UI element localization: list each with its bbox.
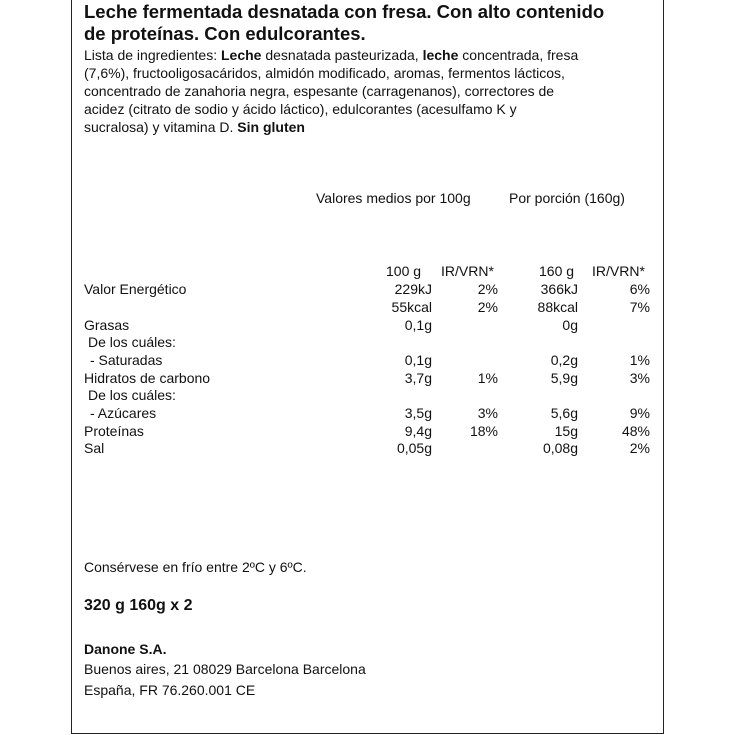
ir-100g: 18% — [469, 423, 498, 439]
nutrient-label: - Azúcares — [90, 405, 157, 421]
value-100g: 3,5g — [404, 405, 432, 421]
nutrient-label: Grasas — [84, 317, 130, 333]
col-header-160g: 160 g — [539, 263, 575, 279]
storage-instructions: Consérvese en frío entre 2ºC y 6ºC. — [84, 559, 307, 575]
value-100g: 55kcal — [391, 299, 432, 315]
ingredients-text: desnatada pasteurizada, — [261, 47, 423, 63]
value-portion: 88kcal — [537, 299, 578, 315]
col-header-ir-1: IR/VRN* — [441, 263, 494, 279]
nutrient-label: - Saturadas — [90, 352, 163, 368]
ingredients-text: concentrada, fresa — [458, 47, 579, 63]
ir-100g: 2% — [477, 281, 498, 297]
ingredients-line-5 — [84, 118, 305, 136]
value-portion: 0,2g — [550, 352, 578, 368]
gluten-free-claim: Sin gluten — [237, 119, 305, 135]
value-portion: 366kJ — [540, 281, 578, 297]
value-100g: 0,1g — [404, 352, 432, 368]
value-100g: 0,05g — [396, 440, 432, 456]
nutrient-label: Sal — [84, 440, 105, 456]
ingredients-lead: Lista de ingredientes: — [84, 47, 221, 63]
ir-portion: 48% — [621, 423, 650, 439]
nutrient-sublabel: De los cuáles: — [88, 387, 176, 403]
nutrient-label: Valor Energético — [84, 281, 187, 297]
col-header-100g: 100 g — [386, 263, 422, 279]
product-title-line-1: Leche fermentada desnatada con fresa. Con alto contenido — [84, 1, 605, 22]
ingredients-line-1 — [84, 46, 578, 64]
allergen-leche-2: leche — [422, 47, 459, 63]
ir-portion: 7% — [629, 299, 650, 315]
ingredients-line-4: acidez (citrato de sodio y ácido láctico), edulcorantes (acesulfamo K y — [84, 101, 517, 117]
ir-portion: 9% — [629, 405, 650, 421]
ir-portion: 3% — [629, 370, 650, 386]
company-address-line-2: España, FR 76.260.001 CE — [84, 682, 256, 698]
product-title-line-2: de proteínas. Con edulcorantes. — [84, 23, 366, 44]
value-portion: 5,9g — [550, 370, 578, 386]
value-100g: 0,1g — [404, 317, 432, 333]
value-portion: 0g — [562, 317, 578, 333]
value-portion: 0,08g — [542, 440, 578, 456]
company-address-line-1: Buenos aires, 21 08029 Barcelona Barcelona — [84, 661, 366, 677]
value-portion: 5,6g — [550, 405, 578, 421]
value-portion: 15g — [554, 423, 578, 439]
nutrient-label: Hidratos de carbono — [84, 370, 211, 386]
nutrient-sublabel: De los cuáles: — [88, 334, 176, 350]
ingredients-text: sucralosa) y vitamina D. — [84, 119, 238, 135]
value-100g: 9,4g — [404, 423, 432, 439]
product-label — [71, 0, 664, 734]
ir-100g: 1% — [477, 370, 498, 386]
header-per-portion: Por porción (160g) — [509, 190, 625, 206]
header-per-100g: Valores medios por 100g — [316, 190, 471, 206]
company-name: Danone S.A. — [84, 641, 167, 657]
ir-100g: 3% — [477, 405, 498, 421]
col-header-ir-2: IR/VRN* — [592, 263, 645, 279]
nutrient-label: Proteínas — [84, 423, 144, 439]
ir-100g: 2% — [477, 299, 498, 315]
value-100g: 229kJ — [394, 281, 432, 297]
allergen-leche-1: Leche — [220, 47, 262, 63]
ir-portion: 2% — [629, 440, 650, 456]
value-100g: 3,7g — [404, 370, 432, 386]
net-quantity: 320 g 160g x 2 — [84, 597, 193, 614]
ingredients-line-3: concentrado de zanahoria negra, espesante (carragenanos), correctores de — [84, 83, 555, 99]
ir-portion: 1% — [629, 352, 650, 368]
ingredients-line-2: (7,6%), fructooligosacáridos, almidón modificado, aromas, fermentos lácticos, — [84, 65, 565, 81]
ir-portion: 6% — [629, 281, 650, 297]
